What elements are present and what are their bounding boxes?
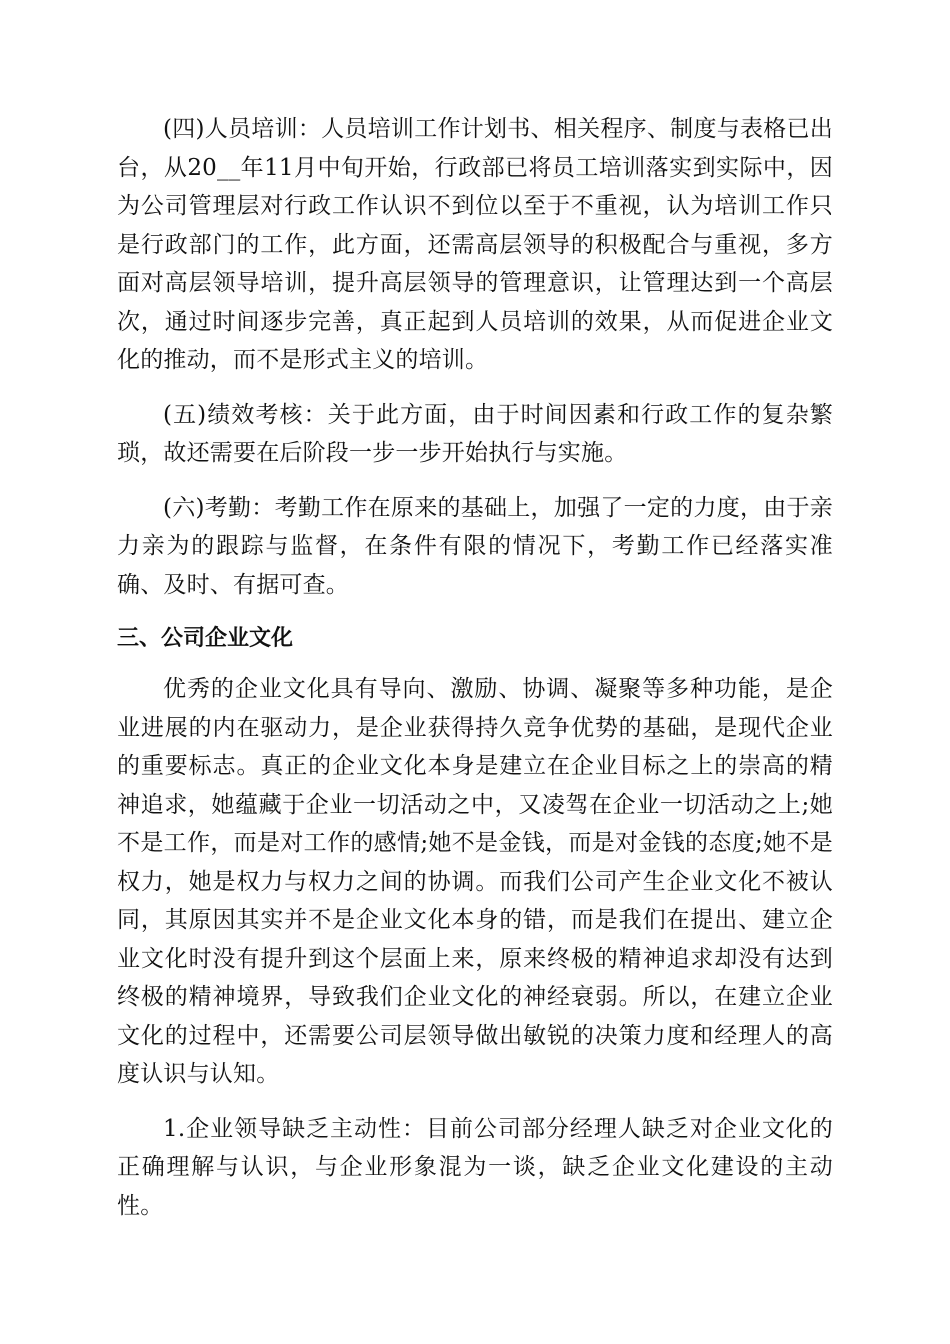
section-heading-corporate-culture: 三、公司企业文化 <box>117 626 294 651</box>
document-body <box>117 110 833 1241</box>
paragraph-performance-appraisal: (五)绩效考核：关于此方面，由于时间因素和行政工作的复杂繁琐，故还需要在后阶段一步一步开始执行与实施。 <box>117 401 833 466</box>
paragraph-leadership-initiative: 1.企业领导缺乏主动性：目前公司部分经理人缺乏对企业文化的正确理解与认识，与企业形象混为一谈，缺乏企业文化建设的主动性。 <box>117 1115 833 1219</box>
paragraph-attendance: (六)考勤：考勤工作在原来的基础上，加强了一定的力度，由于亲力亲为的跟踪与监督，在条件有限的情况下，考勤工作已经落实准确、及时、有据可查。 <box>117 494 833 598</box>
paragraph-personnel-training: (四)人员培训：人员培训工作计划书、相关程序、制度与表格已出台，从20__年11月中旬开始，行政部已将员工培训落实到实际中，因为公司管理层对行政工作认识不到位以至于不重视，认为培训工作只是行政部门的工作，此方面，还需高层领导的积极配合与重视，多方面对高层领导培训，提升高层领导的管理意识，让管理达到一个高层次，通过时间逐步完善，真正起到人员培训的效果，从而促进企业文化的推动，而不是形式主义的培训。 <box>117 116 833 373</box>
paragraph-corporate-culture: 优秀的企业文化具有导向、激励、协调、凝聚等多种功能，是企业进展的内在驱动力，是企业获得持久竞争优势的基础，是现代企业的重要标志。真正的企业文化本身是建立在企业目标之上的崇高的精神追求，她蕴藏于企业一切活动之中，又凌驾在企业一切活动之上;她不是工作，而是对工作的感情;她不是金钱，而是对金钱的态度;她不是权力，她是权力与权力之间的协调。而我们公司产生企业文化不被认同，其原因其实并不是企业文化本身的错，而是我们在提出、建立企业文化时没有提升到这个层面上来，原来终极的精神追求却没有达到终极的精神境界，导致我们企业文化的神经衰弱。所以，在建立企业文化的过程中，还需要公司层领导做出敏锐的决策力度和经理人的高度认识与认知。 <box>117 676 833 1087</box>
